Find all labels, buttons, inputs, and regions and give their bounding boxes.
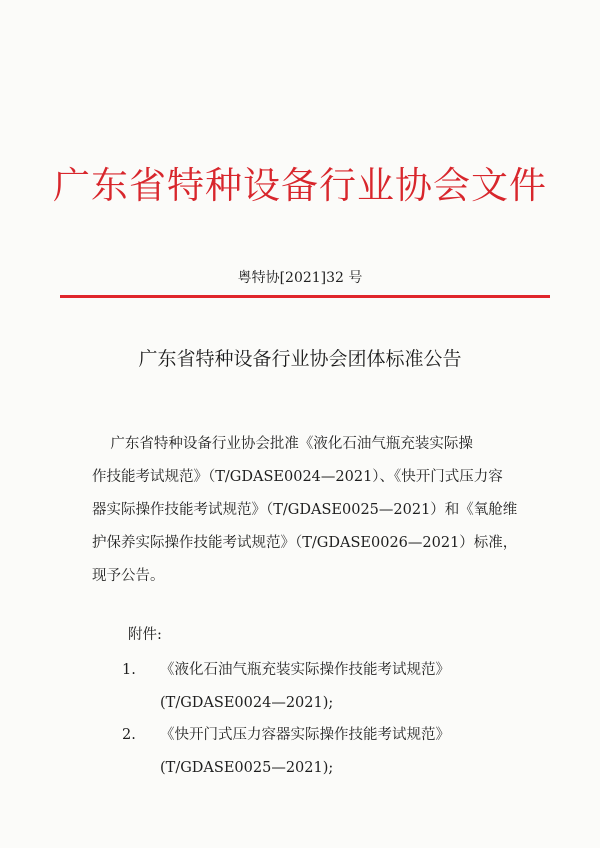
notice-body-line: 广东省特种设备行业协会批准《液化石油气瓶充装实际操 xyxy=(92,436,473,452)
org-header-title: 广东省特种设备行业协会文件 xyxy=(53,164,547,207)
attachment-item xyxy=(122,719,450,785)
notice-body-line: 护保养实际操作技能考试规范》（T/GDASE0026—2021）标准， xyxy=(92,535,518,551)
attachment-code: (T/GDASE0024—2021); xyxy=(160,695,334,711)
attachment-number: 1. xyxy=(122,662,136,678)
attachment-code: (T/GDASE0025—2021); xyxy=(160,760,334,776)
notice-body-line: 作技能考试规范》（T/GDASE0024—2021）、《快开门式压力容 xyxy=(92,469,503,485)
red-divider-rule xyxy=(60,295,550,298)
notice-title: 广东省特种设备行业协会团体标准公告 xyxy=(138,348,462,370)
attachment-title: 《液化石油气瓶充装实际操作技能考试规范》 xyxy=(160,662,450,678)
attachment-item xyxy=(122,654,450,720)
attachments-label: 附件: xyxy=(128,627,162,643)
attachment-title: 《快开门式压力容器实际操作技能考试规范》 xyxy=(160,727,450,743)
notice-body-line: 现予公告。 xyxy=(92,568,165,584)
document-number: 粤特协[2021]32 号 xyxy=(237,270,363,286)
notice-body xyxy=(92,428,542,593)
attachment-number: 2. xyxy=(122,727,136,743)
notice-body-line: 器实际操作技能考试规范》（T/GDASE0025—2021）和《氧舱维 xyxy=(92,502,518,518)
